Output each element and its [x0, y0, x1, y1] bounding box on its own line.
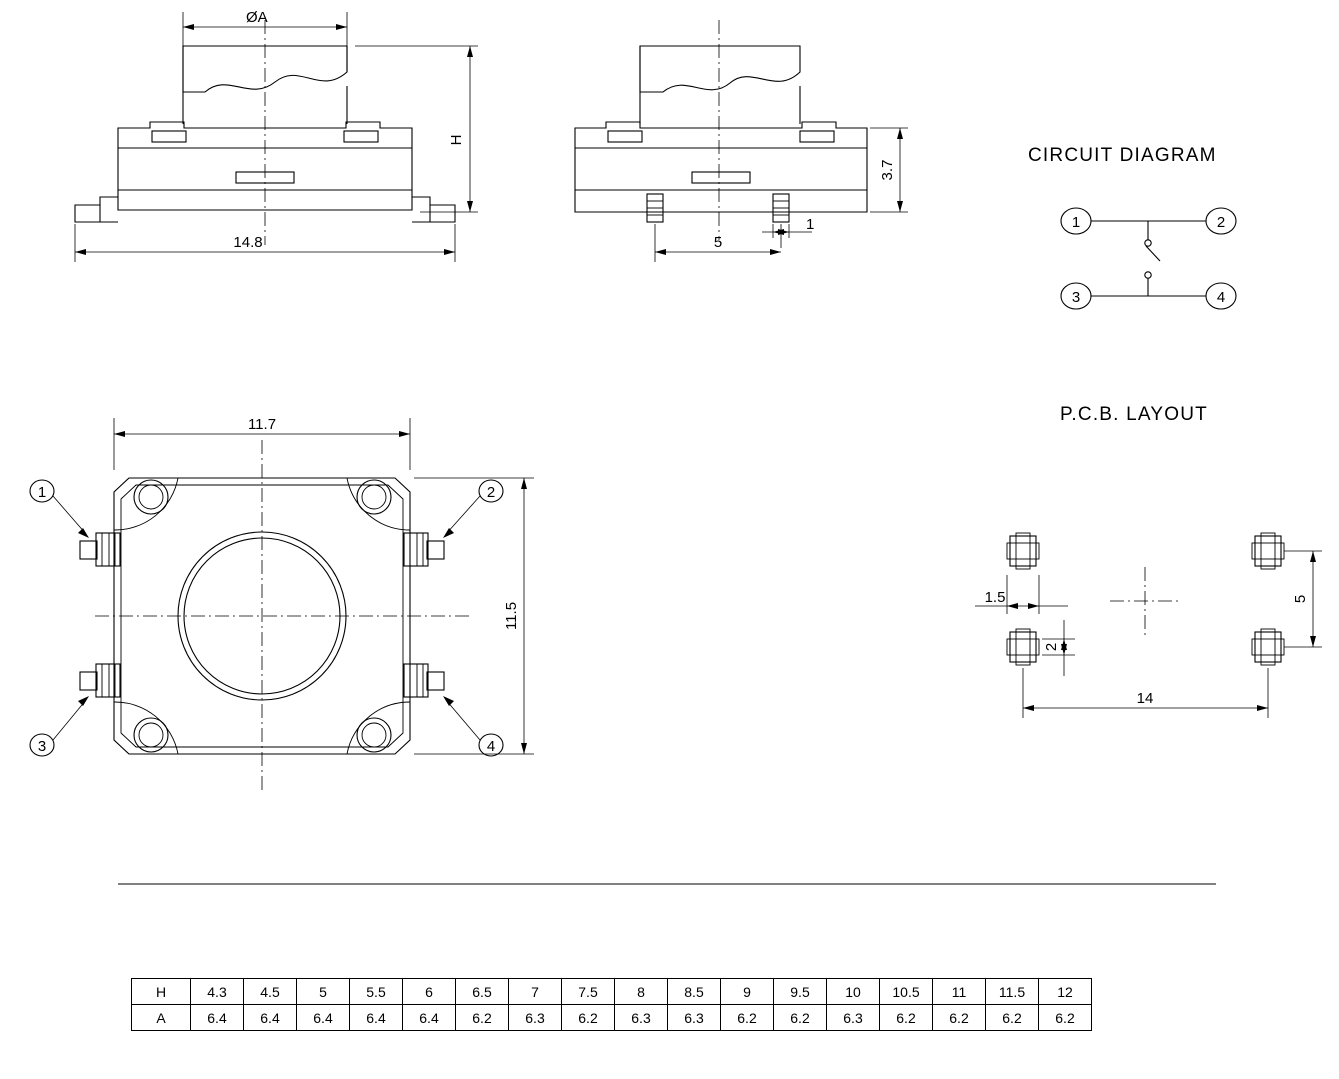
table-cell: 12 — [1039, 979, 1092, 1005]
table-cell: 10 — [827, 979, 880, 1005]
table-cell: 6.2 — [880, 1005, 933, 1031]
dim-diameter-A: ØA — [246, 9, 268, 26]
table-cell: 4.3 — [191, 979, 244, 1005]
table-cell: 7.5 — [562, 979, 615, 1005]
table-cell: 6.2 — [562, 1005, 615, 1031]
table-cell: 6 — [403, 979, 456, 1005]
circuit-terminal-2: 2 — [1216, 214, 1226, 231]
circuit-diagram-title: CIRCUIT DIAGRAM — [1028, 145, 1217, 166]
table-cell: 6.2 — [986, 1005, 1039, 1031]
table-cell: 10.5 — [880, 979, 933, 1005]
dim-pcb-14: 14 — [1136, 690, 1154, 707]
terminal-pad-2 — [404, 533, 444, 566]
table-row-a — [132, 1005, 1092, 1031]
table-cell: 6.4 — [191, 1005, 244, 1031]
pcb-layout — [975, 404, 1322, 718]
dim-top-width: 11.7 — [247, 416, 277, 433]
dim-side-w5: 5 — [713, 234, 723, 251]
top-terminal-1: 1 — [37, 484, 47, 501]
table-cell: 9.5 — [774, 979, 827, 1005]
dim-side-w1: 1 — [806, 216, 815, 233]
table-cell: A — [132, 1005, 191, 1031]
dim-top-height: 11.5 — [503, 601, 520, 631]
top-view — [30, 416, 534, 790]
table-cell: 9 — [721, 979, 774, 1005]
circuit-terminal-3: 3 — [1071, 289, 1081, 306]
table-cell: 6.3 — [615, 1005, 668, 1031]
pcb-pad-4 — [1252, 629, 1284, 665]
table-cell: 6.2 — [774, 1005, 827, 1031]
table-cell: 6.2 — [721, 1005, 774, 1031]
table-cell: 6.3 — [509, 1005, 562, 1031]
table-cell: 8 — [615, 979, 668, 1005]
dim-front-width: 14.8 — [233, 234, 263, 251]
top-terminal-2: 2 — [486, 484, 496, 501]
table-cell: 6.2 — [1039, 1005, 1092, 1031]
pcb-pad-2 — [1252, 533, 1284, 569]
top-terminal-4: 4 — [486, 738, 496, 755]
table-row-h — [132, 979, 1092, 1005]
table-cell: 4.5 — [244, 979, 297, 1005]
table-cell: 6.4 — [297, 1005, 350, 1031]
h-a-dimension-table — [131, 978, 1092, 1031]
pcb-pad-3 — [1007, 629, 1039, 665]
table-cell: 7 — [509, 979, 562, 1005]
table-cell: 6.2 — [456, 1005, 509, 1031]
table-cell: 6.2 — [933, 1005, 986, 1031]
dim-pcb-1-5: 1.5 — [984, 589, 1006, 606]
pcb-pad-1 — [1007, 533, 1039, 569]
table-cell: 5.5 — [350, 979, 403, 1005]
table-cell: 6.3 — [668, 1005, 721, 1031]
table-cell: 6.4 — [350, 1005, 403, 1031]
dim-side-height: 3.7 — [879, 159, 896, 181]
dim-pcb-5: 5 — [1292, 594, 1309, 604]
table-cell: 6.3 — [827, 1005, 880, 1031]
side-view — [575, 20, 908, 262]
top-terminal-3: 3 — [37, 738, 47, 755]
front-view — [75, 9, 478, 262]
circuit-diagram — [1028, 145, 1236, 309]
table-cell: 11.5 — [986, 979, 1039, 1005]
table-cell: 11 — [933, 979, 986, 1005]
table-cell: 6.5 — [456, 979, 509, 1005]
terminal-pad-4 — [404, 664, 444, 697]
table-cell: 5 — [297, 979, 350, 1005]
table-cell: 6.4 — [403, 1005, 456, 1031]
circuit-terminal-1: 1 — [1071, 214, 1081, 231]
pcb-layout-title: P.C.B. LAYOUT — [1060, 404, 1208, 425]
dim-pcb-2: 2 — [1043, 642, 1060, 652]
table-cell: 6.4 — [244, 1005, 297, 1031]
dim-height-H: H — [448, 134, 465, 146]
table-cell: 8.5 — [668, 979, 721, 1005]
table-cell: H — [132, 979, 191, 1005]
circuit-terminal-4: 4 — [1216, 289, 1226, 306]
